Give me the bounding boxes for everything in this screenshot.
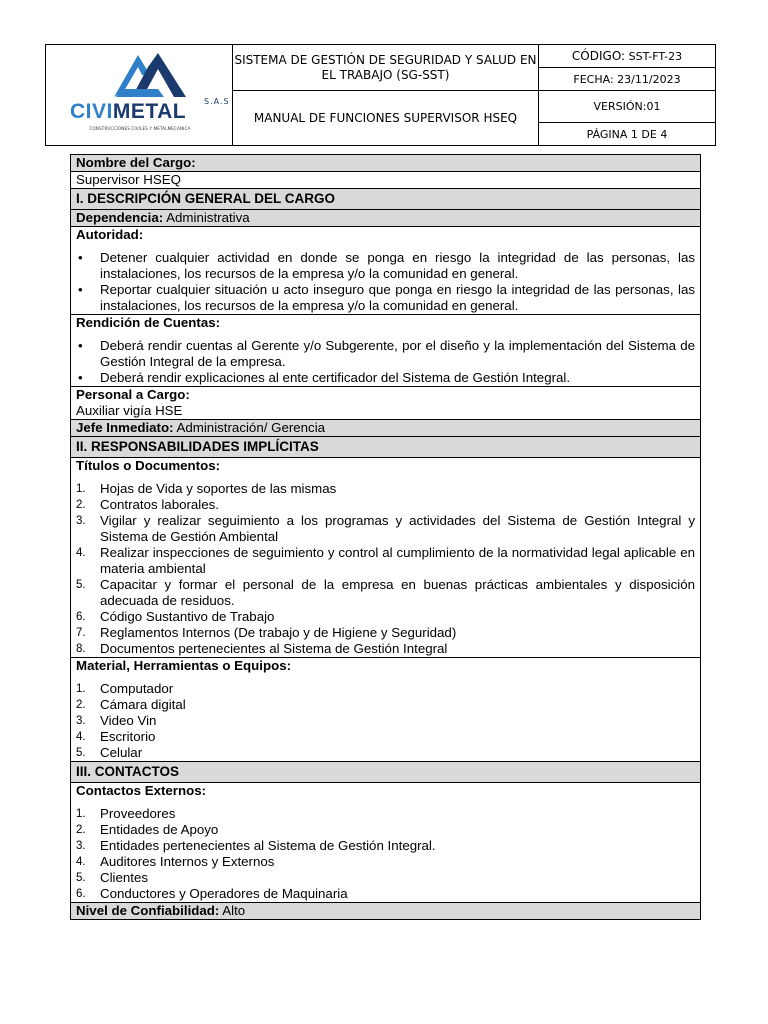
dependencia-label: Dependencia: xyxy=(76,210,164,225)
autoridad-label: Autoridad: xyxy=(76,227,144,242)
document-title: MANUAL DE FUNCIONES SUPERVISOR HSEQ xyxy=(233,91,539,146)
dependencia-row xyxy=(71,210,700,227)
section-1-title: I. DESCRIPCIÓN GENERAL DEL CARGO xyxy=(71,189,700,210)
list-item: 3. Vigilar y realizar seguimiento a los programas y actividades del Sistema de Gestión Integral y Sistema de Gestión Ambiental xyxy=(76,513,695,544)
section-3-title: III. CONTACTOS xyxy=(71,762,700,783)
titulos-list xyxy=(76,481,695,657)
confiabilidad-value: Alto xyxy=(219,903,246,918)
company-name: CIVIMETAL xyxy=(70,100,187,123)
list-item: • Deberá rendir cuentas al Gerente y/o Subgerente, por el diseño y la implementación del Sistema de Gestión Integral de la empresa. xyxy=(76,338,695,370)
list-item: 7. Reglamentos Internos (De trabajo y de Higiene y Seguridad) xyxy=(76,625,457,640)
list-item: 4. Realizar inspecciones de seguimiento y control al cumplimiento de la normatividad legal aplicable en materia ambiental xyxy=(76,545,695,576)
personal-label: Personal a Cargo: xyxy=(76,387,190,402)
personal-value: Auxiliar vigía HSE xyxy=(76,403,183,418)
list-item: 5. Clientes xyxy=(76,870,149,885)
list-item: 6. Código Sustantivo de Trabajo xyxy=(76,609,275,624)
list-item: 6. Conductores y Operadores de Maquinaria xyxy=(76,886,348,901)
job-description-table xyxy=(70,154,701,920)
list-item: 5. Capacitar y formar el personal de la empresa en buenas prácticas ambientales y disposición adecuada de residuos. xyxy=(76,577,695,608)
list-item: 2. Contratos laborales. xyxy=(76,497,219,512)
version-cell: VERSIÓN:01 xyxy=(539,91,716,123)
list-item: • Reportar cualquier situación u acto inseguro que ponga en riesgo la integridad de las personas, las instalaciones, los recursos de la empresa y/o la comunidad en general. xyxy=(76,282,695,314)
titulos-label: Títulos o Documentos: xyxy=(76,458,221,473)
company-logo-cell xyxy=(46,45,233,146)
personal-block xyxy=(71,387,700,420)
list-item: 4. Escritorio xyxy=(76,729,156,744)
confiabilidad-row xyxy=(71,903,700,919)
externos-label: Contactos Externos: xyxy=(76,783,207,798)
externos-list xyxy=(76,806,695,902)
page-cell: PÁGINA 1 DE 4 xyxy=(539,123,716,146)
autoridad-block xyxy=(71,227,700,315)
list-item: 1. Proveedores xyxy=(76,806,176,821)
material-block xyxy=(71,658,700,762)
cargo-value: Supervisor HSEQ xyxy=(71,172,700,189)
list-item: 2. Cámara digital xyxy=(76,697,186,712)
mountain-logo-icon xyxy=(46,45,232,105)
list-item: 2. Entidades de Apoyo xyxy=(76,822,219,837)
material-list xyxy=(76,681,695,761)
jefe-row xyxy=(71,420,700,437)
rendicion-block xyxy=(71,315,700,387)
material-label: Material, Herramientas o Equipos: xyxy=(76,658,292,673)
list-item: 1. Computador xyxy=(76,681,174,696)
company-logo xyxy=(46,45,232,145)
company-suffix: S.A.S xyxy=(204,97,230,106)
code-label: CÓDIGO: xyxy=(571,49,626,63)
dependencia-value: Administrativa xyxy=(163,210,250,225)
document-header xyxy=(45,44,716,146)
list-item: • Detener cualquier actividad en donde se ponga en riesgo la integridad de las personas, las instalaciones, los recursos de la empresa y/o la comunidad en general. xyxy=(76,250,695,282)
rendicion-label: Rendición de Cuentas: xyxy=(76,315,221,330)
system-title: SISTEMA DE GESTIÓN DE SEGURIDAD Y SALUD EN EL TRABAJO (SG-SST) xyxy=(233,45,539,91)
list-item: 8. Documentos pertenecientes al Sistema de Gestión Integral xyxy=(76,641,448,656)
externos-block xyxy=(71,783,700,903)
section-2-title: II. RESPONSABILIDADES IMPLÍCITAS xyxy=(71,437,700,458)
code-cell xyxy=(539,45,716,68)
jefe-label: Jefe Inmediato: xyxy=(76,420,174,435)
cargo-label: Nombre del Cargo: xyxy=(71,155,700,172)
date-cell: FECHA: 23/11/2023 xyxy=(539,68,716,91)
list-item: 4. Auditores Internos y Externos xyxy=(76,854,275,869)
list-item: 3. Video Vin xyxy=(76,713,157,728)
list-item: 3. Entidades pertenecientes al Sistema de Gestión Integral. xyxy=(76,838,436,853)
code-value: SST-FT-23 xyxy=(628,50,683,63)
list-item: • Deberá rendir explicaciones al ente certificador del Sistema de Gestión Integral. xyxy=(76,370,695,386)
company-tagline: CONSTRUCCIONES CIVILES Y METALMECANICA xyxy=(89,126,191,131)
jefe-value: Administración/ Gerencia xyxy=(173,420,326,435)
rendicion-list xyxy=(76,338,695,386)
confiabilidad-label: Nivel de Confiabilidad: xyxy=(76,903,220,918)
list-item: 1. Hojas de Vida y soportes de las mismas xyxy=(76,481,337,496)
titulos-block xyxy=(71,458,700,658)
list-item: 5. Celular xyxy=(76,745,143,760)
autoridad-list xyxy=(76,250,695,314)
